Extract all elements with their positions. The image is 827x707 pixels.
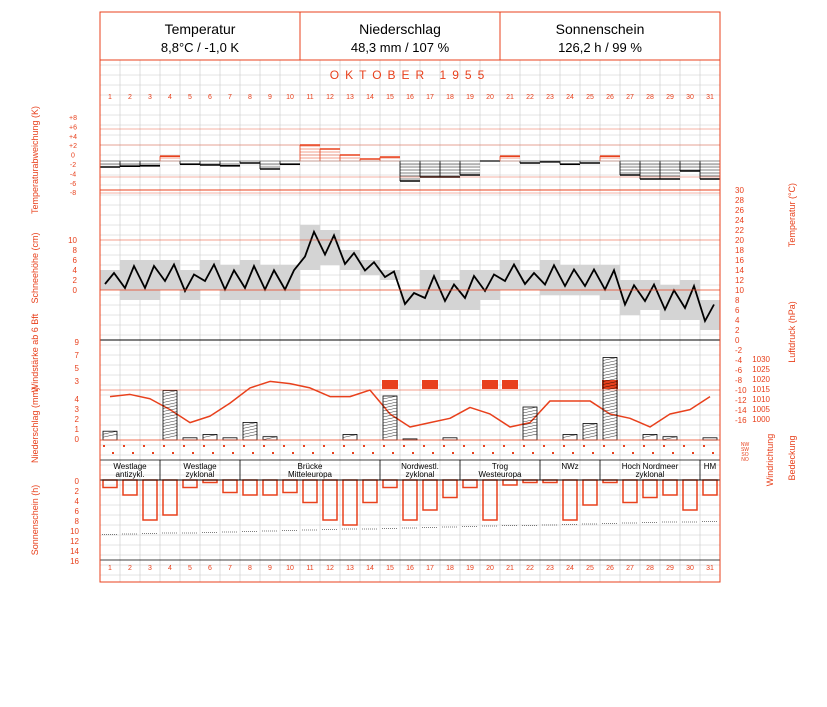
anomaly-tick: -6: [69, 180, 77, 188]
cloud-dot: [132, 452, 134, 454]
day-label-top: 5: [188, 94, 192, 101]
precip-hatch: [603, 430, 617, 433]
day-label-bottom: 4: [168, 565, 172, 572]
wind-dir-dot: [263, 445, 265, 447]
day-label-top: 10: [286, 94, 294, 101]
month-title: OKTOBER 1955: [329, 68, 491, 82]
wind-dir-dot: [543, 445, 545, 447]
sun-tick: 2: [74, 487, 79, 496]
temp-tick: 18: [735, 246, 744, 255]
precip-hatch: [383, 417, 397, 420]
precip-hatch: [603, 400, 617, 403]
cloud-dot: [612, 452, 614, 454]
precip-hatch: [243, 428, 257, 431]
sunshine-bar: [183, 480, 197, 488]
precip-hatch: [603, 358, 617, 361]
sun-tick: 6: [74, 507, 79, 516]
wind-dir-dot: [163, 445, 165, 447]
temp-tick: 0: [735, 336, 740, 345]
sunshine-bar: [463, 480, 477, 488]
weather-type-label: Trog: [491, 462, 509, 471]
precip-hatch: [243, 425, 257, 428]
snow-tick: 8: [72, 246, 77, 255]
cloud-dot: [332, 452, 334, 454]
day-label-bottom: 5: [188, 565, 192, 572]
cloud-dot: [592, 452, 594, 454]
weather-type-label: zyklonal: [405, 470, 435, 479]
precip-hatch: [523, 413, 537, 416]
header-temperature-title: Temperatur: [164, 21, 236, 37]
precip-hatch: [603, 406, 617, 409]
day-label-top: 19: [466, 94, 474, 101]
day-label-top: 31: [706, 94, 714, 101]
weather-type-label: Westlage: [183, 462, 217, 471]
cloud-dot: [352, 452, 354, 454]
wind-dir-dot: [363, 445, 365, 447]
cloud-dot: [392, 452, 394, 454]
day-label-bottom: 1: [108, 565, 112, 572]
anomaly-tick: -2: [69, 162, 77, 169]
day-label-top: 15: [386, 94, 394, 101]
header-temperature-value: 8,8°C / -1,0 K: [160, 40, 240, 55]
cloud-dot: [112, 452, 114, 454]
snow-tick: 2: [72, 276, 77, 285]
wind-dir-dot: [383, 445, 385, 447]
cloud-dot: [572, 452, 574, 454]
precip-hatch: [523, 434, 537, 437]
header-precipitation-title: Niederschlag: [359, 21, 441, 37]
dir-cloud-tick: SO: [741, 452, 749, 458]
label-wind-dir: Windrichtung: [765, 433, 775, 487]
wind-dir-dot: [603, 445, 605, 447]
wind-6bft-marker: [502, 380, 518, 389]
sunshine-bar: [263, 480, 277, 495]
precip-hatch: [383, 435, 397, 438]
cloud-dot: [692, 452, 694, 454]
cloud-dot: [312, 452, 314, 454]
wind-dir-dot: [183, 445, 185, 447]
wind-dir-dot: [303, 445, 305, 447]
temp-tick: 10: [735, 286, 744, 295]
day-label-bottom: 31: [706, 565, 714, 572]
wind-dir-dot: [403, 445, 405, 447]
label-sunshine: Sonnenschein (h): [30, 484, 40, 556]
wind-dir-dot: [703, 445, 705, 447]
day-label-top: 22: [526, 94, 534, 101]
day-label-top: 2: [128, 94, 132, 101]
day-label-top: 4: [168, 94, 172, 101]
wind-dir-dot: [623, 445, 625, 447]
precip-hatch: [163, 427, 177, 430]
pressure-tick: 1015: [752, 385, 770, 394]
snow-tick: 0: [72, 286, 77, 295]
day-label-bottom: 23: [546, 565, 554, 572]
wind-6bft-marker: [382, 380, 398, 389]
wind-dir-dot: [343, 445, 345, 447]
temp-tick: -4: [735, 356, 743, 365]
sunshine-bar: [663, 480, 677, 495]
day-label-top: 11: [306, 94, 314, 101]
day-label-bottom: 24: [566, 565, 574, 572]
precip-hatch: [383, 405, 397, 408]
anomaly-tick: +4: [69, 133, 77, 141]
sun-tick: 16: [70, 557, 79, 566]
weather-type-label: Hoch Nordmeer: [621, 462, 679, 471]
cloud-dot: [512, 452, 514, 454]
precip-hatch: [583, 427, 597, 430]
precip-hatch: [383, 420, 397, 423]
sunshine-bar: [563, 480, 577, 520]
wind-dir-dot: [243, 445, 245, 447]
header-sunshine-value: 126,2 h / 99 %: [558, 40, 642, 55]
day-label-top: 12: [326, 94, 334, 101]
sun-tick: 10: [70, 527, 79, 536]
day-label-bottom: 12: [326, 565, 334, 572]
wind-dir-dot: [103, 445, 105, 447]
sun-tick: 4: [74, 497, 79, 506]
precip-hatch: [523, 407, 537, 410]
precip-hatch: [603, 367, 617, 370]
day-label-bottom: 14: [366, 565, 374, 572]
header-precipitation-value: 48,3 mm / 107 %: [350, 40, 450, 55]
cloud-dot: [672, 452, 674, 454]
wind-dir-dot: [443, 445, 445, 447]
wind-tick: 5: [74, 364, 79, 373]
cloud-dot: [532, 452, 534, 454]
precip-hatch: [263, 437, 277, 440]
cloud-dot: [372, 452, 374, 454]
precip-hatch: [383, 399, 397, 402]
wind-dir-dot: [483, 445, 485, 447]
day-label-top: 16: [406, 94, 414, 101]
precip-hatch: [163, 391, 177, 394]
snow-tick: 6: [72, 256, 77, 265]
temp-tick: 12: [735, 276, 744, 285]
day-label-top: 30: [686, 94, 694, 101]
precip-hatch: [603, 361, 617, 364]
cloud-dot: [632, 452, 634, 454]
cloud-dot: [172, 452, 174, 454]
sunshine-bar: [503, 480, 517, 485]
cloud-dot: [232, 452, 234, 454]
dir-cloud-tick: NW: [740, 442, 750, 448]
precip-hatch: [523, 425, 537, 428]
wind-dir-dot: [423, 445, 425, 447]
cloud-dot: [472, 452, 474, 454]
wind-dir-dot: [463, 445, 465, 447]
anomaly-tick: +6: [69, 124, 77, 132]
day-label-bottom: 26: [606, 565, 614, 572]
wind-dir-dot: [123, 445, 125, 447]
cloud-dot: [432, 452, 434, 454]
pressure-tick: 1000: [752, 415, 770, 424]
pressure-tick: 1010: [752, 395, 770, 404]
day-label-bottom: 17: [426, 565, 434, 572]
day-label-bottom: 16: [406, 565, 414, 572]
day-label-bottom: 25: [586, 565, 594, 572]
wind-dir-dot: [663, 445, 665, 447]
dir-cloud-tick: NO: [741, 457, 749, 463]
precip-hatch: [603, 397, 617, 400]
pressure-tick: 1025: [752, 365, 770, 374]
anomaly-tick: 0: [71, 152, 75, 160]
precip-hatch: [523, 428, 537, 431]
precip-hatch: [603, 418, 617, 421]
sun-tick: 14: [70, 547, 79, 556]
wind-tick: 9: [74, 338, 79, 347]
precip-hatch: [163, 430, 177, 433]
weather-type-label: Mitteleuropa: [287, 470, 333, 479]
sunshine-bar: [343, 480, 357, 525]
day-label-top: 27: [626, 94, 634, 101]
day-label-bottom: 20: [486, 565, 494, 572]
temp-tick: 30: [735, 186, 744, 195]
precip-hatch: [603, 376, 617, 379]
sunshine-bar: [103, 480, 117, 488]
cloud-dot: [272, 452, 274, 454]
cloud-dot: [712, 452, 714, 454]
day-label-top: 8: [248, 94, 252, 101]
day-label-bottom: 18: [446, 565, 454, 572]
wind-dir-dot: [283, 445, 285, 447]
precip-hatch: [163, 436, 177, 439]
day-label-top: 25: [586, 94, 594, 101]
day-label-bottom: 27: [626, 565, 634, 572]
wind-dir-dot: [323, 445, 325, 447]
precip-tick: 4: [74, 395, 79, 404]
day-label-bottom: 15: [386, 565, 394, 572]
day-label-bottom: 2: [128, 565, 132, 572]
sunshine-bar: [363, 480, 377, 503]
day-label-bottom: 7: [228, 565, 232, 572]
precip-hatch: [383, 426, 397, 429]
day-label-bottom: 10: [286, 565, 294, 572]
day-label-top: 21: [506, 94, 514, 101]
day-label-bottom: 8: [248, 565, 252, 572]
day-label-bottom: 11: [306, 565, 314, 572]
cloud-dot: [212, 452, 214, 454]
temp-tick: 2: [735, 326, 740, 335]
day-label-bottom: 13: [346, 565, 354, 572]
day-label-bottom: 28: [646, 565, 654, 572]
sunshine-bar: [583, 480, 597, 505]
sunshine-bar: [703, 480, 717, 495]
temp-tick: 24: [735, 216, 744, 225]
temp-tick: 26: [735, 206, 744, 215]
day-label-top: 6: [208, 94, 212, 101]
precip-hatch: [663, 437, 677, 440]
temp-tick: 16: [735, 256, 744, 265]
day-label-top: 14: [366, 94, 374, 101]
cloud-dot: [652, 452, 654, 454]
weather-type-label: antizykl.: [115, 470, 145, 479]
label-wind-force: Windstärke ab 6 Bft: [30, 313, 40, 393]
day-label-bottom: 6: [208, 565, 212, 572]
sunshine-bar: [383, 480, 397, 488]
precip-hatch: [603, 436, 617, 439]
day-label-top: 13: [346, 94, 354, 101]
precip-hatch: [383, 432, 397, 435]
label-snow-depth: Schneehöhe (cm): [30, 232, 40, 304]
precip-tick: 3: [74, 405, 79, 414]
precip-hatch: [603, 370, 617, 373]
cloud-dot: [412, 452, 414, 454]
label-temp-anomaly: Temperaturabweichung (K): [30, 105, 40, 215]
precip-hatch: [163, 397, 177, 400]
day-label-top: 20: [486, 94, 494, 101]
precip-hatch: [583, 430, 597, 433]
precip-tick: 1: [74, 425, 79, 434]
day-label-top: 7: [228, 94, 232, 101]
sun-tick: 8: [74, 517, 79, 526]
precip-tick: 2: [74, 415, 79, 424]
precip-hatch: [603, 427, 617, 430]
wind-dir-dot: [143, 445, 145, 447]
temp-tick: 20: [735, 236, 744, 245]
day-label-bottom: 30: [686, 565, 694, 572]
wind-dir-dot: [523, 445, 525, 447]
precip-hatch: [523, 431, 537, 434]
label-pressure: Luftdruck (hPa): [787, 301, 797, 363]
temp-tick: 8: [735, 296, 740, 305]
cloud-dot: [552, 452, 554, 454]
temp-tick: 14: [735, 266, 744, 275]
day-label-top: 28: [646, 94, 654, 101]
header-sunshine-title: Sonnenschein: [555, 21, 645, 37]
sunshine-bar: [403, 480, 417, 520]
temp-tick: -12: [735, 396, 747, 405]
day-label-bottom: 21: [506, 565, 514, 572]
weather-type-label: zyklonal: [635, 470, 665, 479]
weather-type-label: Westlage: [113, 462, 147, 471]
day-label-bottom: 9: [268, 565, 272, 572]
sunshine-bar: [303, 480, 317, 503]
sunshine-bar: [143, 480, 157, 520]
weather-type-label: NWz: [561, 462, 579, 471]
anomaly-tick: +2: [69, 143, 77, 151]
cloud-dot: [452, 452, 454, 454]
temp-tick: 4: [735, 316, 740, 325]
pressure-tick: 1005: [752, 405, 770, 414]
cloud-dot: [492, 452, 494, 454]
weather-type-label: HM: [703, 462, 717, 471]
temp-tick: -16: [735, 416, 747, 425]
precip-hatch: [383, 396, 397, 399]
day-label-top: 23: [546, 94, 554, 101]
day-label-top: 3: [148, 94, 152, 101]
day-label-top: 1: [108, 94, 112, 101]
wind-dir-dot: [203, 445, 205, 447]
temp-tick: -10: [735, 386, 747, 395]
weather-type-label: Nordwestl.: [401, 462, 439, 471]
temp-tick: 28: [735, 196, 744, 205]
day-label-top: 9: [268, 94, 272, 101]
temp-tick: -2: [735, 346, 743, 355]
day-label-top: 29: [666, 94, 674, 101]
pressure-tick: 1020: [752, 375, 770, 384]
label-temperature: Temperatur (°C): [787, 182, 797, 248]
precip-hatch: [603, 391, 617, 394]
precip-tick: 0: [74, 435, 79, 444]
wind-6bft-marker: [482, 380, 498, 389]
sunshine-bar: [623, 480, 637, 503]
wind-dir-dot: [503, 445, 505, 447]
pressure-tick: 1030: [752, 355, 770, 364]
day-label-top: 24: [566, 94, 574, 101]
precip-hatch: [523, 410, 537, 413]
cloud-dot: [252, 452, 254, 454]
day-label-top: 17: [426, 94, 434, 101]
label-precip: Niederschlag (mm): [30, 386, 40, 464]
precip-hatch: [103, 431, 117, 434]
day-label-bottom: 22: [526, 565, 534, 572]
temp-tick: 6: [735, 306, 740, 315]
anomaly-tick: -8: [69, 190, 77, 198]
precip-hatch: [583, 436, 597, 439]
precip-hatch: [603, 421, 617, 424]
sunshine-bar: [123, 480, 137, 495]
sunshine-bar: [243, 480, 257, 495]
precip-hatch: [383, 402, 397, 405]
cloud-dot: [192, 452, 194, 454]
sunshine-bar: [283, 480, 297, 493]
day-label-bottom: 3: [148, 565, 152, 572]
wind-6bft-marker: [422, 380, 438, 389]
sunshine-bar: [323, 480, 337, 520]
anomaly-tick: -4: [69, 171, 77, 179]
cloud-dot: [292, 452, 294, 454]
wind-dir-dot: [683, 445, 685, 447]
weather-type-label: Westeuropa: [478, 470, 522, 479]
temp-tick: 22: [735, 226, 744, 235]
precip-hatch: [163, 400, 177, 403]
precip-hatch: [163, 418, 177, 421]
sun-tick: 0: [74, 477, 79, 486]
precip-hatch: [383, 423, 397, 426]
temp-tick: -14: [735, 406, 747, 415]
snow-tick: 10: [68, 236, 77, 245]
day-label-top: 26: [606, 94, 614, 101]
wind-dir-dot: [563, 445, 565, 447]
sun-tick: 12: [70, 537, 79, 546]
precip-hatch: [383, 429, 397, 432]
day-label-top: 18: [446, 94, 454, 101]
label-cloud: Bedeckung: [787, 435, 797, 481]
sunshine-bar: [223, 480, 237, 493]
sunshine-bar: [483, 480, 497, 520]
precip-hatch: [163, 421, 177, 424]
wind-dir-dot: [643, 445, 645, 447]
wind-tick: 3: [74, 377, 79, 386]
temp-tick: -6: [735, 366, 743, 375]
day-label-bottom: 29: [666, 565, 674, 572]
wind-dir-dot: [223, 445, 225, 447]
precip-hatch: [103, 434, 117, 437]
weather-type-label: Brücke: [297, 462, 323, 471]
temp-tick: -8: [735, 376, 743, 385]
snow-tick: 4: [72, 266, 77, 275]
wind-dir-dot: [583, 445, 585, 447]
weather-type-label: zyklonal: [185, 470, 215, 479]
anomaly-tick: +8: [69, 115, 77, 122]
cloud-dot: [152, 452, 154, 454]
dir-cloud-tick: SW: [740, 447, 750, 453]
day-label-bottom: 19: [466, 565, 474, 572]
precip-hatch: [243, 431, 257, 434]
wind-tick: 7: [74, 351, 79, 360]
